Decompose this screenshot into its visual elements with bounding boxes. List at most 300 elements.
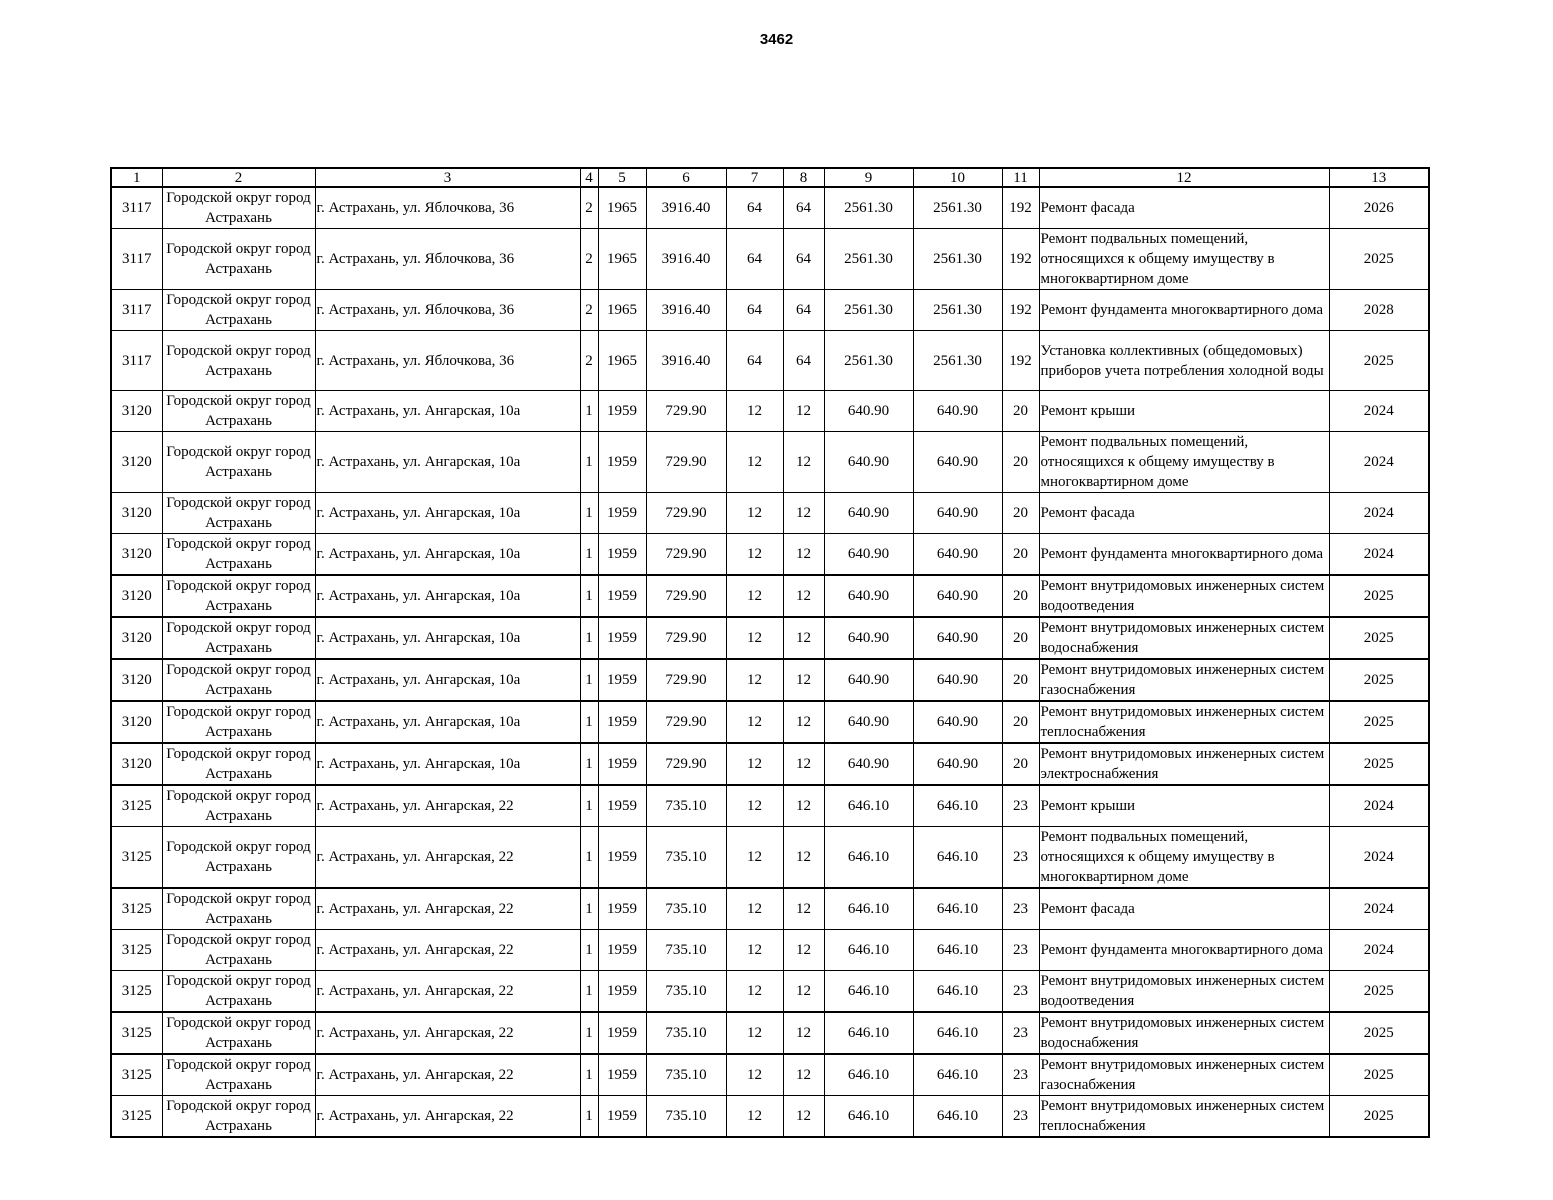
cell-apartments-residential: 12 bbox=[783, 1096, 824, 1138]
cell-municipality: Городской округ город Астрахань bbox=[162, 785, 315, 827]
cell-apartments-total: 12 bbox=[726, 659, 783, 701]
cell-living-area-private: 2561.30 bbox=[913, 331, 1002, 391]
cell-work-type: Ремонт подвальных помещений, относящихся к общему имуществу в многоквартирном доме bbox=[1039, 229, 1329, 290]
cell-living-area-private: 2561.30 bbox=[913, 187, 1002, 229]
cell-address: г. Астрахань, ул. Яблочкова, 36 bbox=[315, 331, 580, 391]
cell-apartments-residential: 12 bbox=[783, 534, 824, 576]
cell-apartments-total: 12 bbox=[726, 971, 783, 1013]
cell-living-area: 640.90 bbox=[824, 432, 913, 493]
cell-apartments-residential: 12 bbox=[783, 743, 824, 785]
cell-address: г. Астрахань, ул. Ангарская, 22 bbox=[315, 1054, 580, 1096]
column-header-10: 10 bbox=[913, 168, 1002, 187]
cell-municipality: Городской округ город Астрахань bbox=[162, 187, 315, 229]
table-row bbox=[111, 290, 1429, 331]
table-body bbox=[111, 187, 1429, 1137]
page-number: 3462 bbox=[759, 31, 794, 48]
cell-living-area-private: 646.10 bbox=[913, 971, 1002, 1013]
cell-total-area: 3916.40 bbox=[646, 290, 726, 331]
cell-living-area-private: 640.90 bbox=[913, 659, 1002, 701]
cell-apartments-residential: 64 bbox=[783, 229, 824, 290]
cell-work-type: Ремонт фундамента многоквартирного дома bbox=[1039, 290, 1329, 331]
cell-floors: 1 bbox=[580, 930, 598, 971]
cell-living-area-private: 646.10 bbox=[913, 1012, 1002, 1054]
cell-apartments-total: 12 bbox=[726, 617, 783, 659]
cell-apartments-total: 12 bbox=[726, 1054, 783, 1096]
cell-residents: 20 bbox=[1002, 432, 1039, 493]
table-row bbox=[111, 1096, 1429, 1138]
cell-living-area: 646.10 bbox=[824, 888, 913, 930]
cell-object-id: 3120 bbox=[111, 575, 162, 617]
cell-work-type: Ремонт крыши bbox=[1039, 785, 1329, 827]
cell-planned-year: 2024 bbox=[1329, 493, 1429, 534]
cell-year-built: 1965 bbox=[598, 331, 646, 391]
cell-year-built: 1959 bbox=[598, 391, 646, 432]
cell-living-area: 640.90 bbox=[824, 659, 913, 701]
cell-address: г. Астрахань, ул. Яблочкова, 36 bbox=[315, 187, 580, 229]
cell-object-id: 3125 bbox=[111, 1012, 162, 1054]
cell-living-area-private: 640.90 bbox=[913, 701, 1002, 743]
cell-planned-year: 2025 bbox=[1329, 331, 1429, 391]
cell-planned-year: 2025 bbox=[1329, 971, 1429, 1013]
cell-work-type: Ремонт подвальных помещений, относящихся к общему имуществу в многоквартирном доме bbox=[1039, 827, 1329, 889]
cell-floors: 1 bbox=[580, 971, 598, 1013]
cell-municipality: Городской округ город Астрахань bbox=[162, 432, 315, 493]
table-row bbox=[111, 229, 1429, 290]
cell-residents: 20 bbox=[1002, 575, 1039, 617]
cell-living-area: 646.10 bbox=[824, 1012, 913, 1054]
table-row bbox=[111, 659, 1429, 701]
cell-floors: 1 bbox=[580, 888, 598, 930]
cell-municipality: Городской округ город Астрахань bbox=[162, 827, 315, 889]
column-header-13: 13 bbox=[1329, 168, 1429, 187]
cell-object-id: 3120 bbox=[111, 534, 162, 576]
cell-apartments-total: 12 bbox=[726, 785, 783, 827]
cell-floors: 1 bbox=[580, 827, 598, 889]
cell-object-id: 3120 bbox=[111, 743, 162, 785]
cell-address: г. Астрахань, ул. Ангарская, 22 bbox=[315, 785, 580, 827]
cell-floors: 1 bbox=[580, 701, 598, 743]
cell-work-type: Ремонт внутридомовых инженерных систем водоснабжения bbox=[1039, 617, 1329, 659]
cell-living-area-private: 2561.30 bbox=[913, 290, 1002, 331]
cell-planned-year: 2028 bbox=[1329, 290, 1429, 331]
cell-year-built: 1965 bbox=[598, 229, 646, 290]
cell-planned-year: 2025 bbox=[1329, 617, 1429, 659]
cell-address: г. Астрахань, ул. Ангарская, 22 bbox=[315, 930, 580, 971]
cell-apartments-total: 64 bbox=[726, 187, 783, 229]
cell-year-built: 1959 bbox=[598, 493, 646, 534]
cell-residents: 23 bbox=[1002, 827, 1039, 889]
cell-work-type: Ремонт крыши bbox=[1039, 391, 1329, 432]
column-header-11: 11 bbox=[1002, 168, 1039, 187]
cell-living-area: 2561.30 bbox=[824, 331, 913, 391]
cell-planned-year: 2024 bbox=[1329, 827, 1429, 889]
cell-address: г. Астрахань, ул. Ангарская, 10а bbox=[315, 432, 580, 493]
cell-planned-year: 2024 bbox=[1329, 888, 1429, 930]
cell-apartments-total: 12 bbox=[726, 534, 783, 576]
column-header-8: 8 bbox=[783, 168, 824, 187]
housing-register-table bbox=[110, 167, 1430, 1138]
cell-address: г. Астрахань, ул. Ангарская, 22 bbox=[315, 1012, 580, 1054]
cell-year-built: 1959 bbox=[598, 743, 646, 785]
cell-apartments-total: 64 bbox=[726, 229, 783, 290]
table-row bbox=[111, 432, 1429, 493]
cell-floors: 1 bbox=[580, 785, 598, 827]
cell-living-area-private: 640.90 bbox=[913, 743, 1002, 785]
cell-residents: 20 bbox=[1002, 493, 1039, 534]
cell-living-area: 646.10 bbox=[824, 827, 913, 889]
cell-living-area-private: 2561.30 bbox=[913, 229, 1002, 290]
cell-year-built: 1959 bbox=[598, 1012, 646, 1054]
cell-living-area: 640.90 bbox=[824, 534, 913, 576]
cell-apartments-residential: 12 bbox=[783, 930, 824, 971]
cell-living-area: 640.90 bbox=[824, 701, 913, 743]
cell-planned-year: 2025 bbox=[1329, 575, 1429, 617]
table-header bbox=[111, 168, 1429, 187]
cell-municipality: Городской округ город Астрахань bbox=[162, 743, 315, 785]
cell-work-type: Ремонт фасада bbox=[1039, 493, 1329, 534]
cell-living-area: 646.10 bbox=[824, 930, 913, 971]
cell-work-type: Ремонт фасада bbox=[1039, 888, 1329, 930]
table-row bbox=[111, 617, 1429, 659]
cell-floors: 2 bbox=[580, 290, 598, 331]
column-header-5: 5 bbox=[598, 168, 646, 187]
cell-residents: 23 bbox=[1002, 888, 1039, 930]
cell-year-built: 1959 bbox=[598, 971, 646, 1013]
cell-total-area: 729.90 bbox=[646, 743, 726, 785]
cell-living-area-private: 640.90 bbox=[913, 432, 1002, 493]
cell-floors: 1 bbox=[580, 659, 598, 701]
cell-total-area: 735.10 bbox=[646, 1012, 726, 1054]
cell-address: г. Астрахань, ул. Ангарская, 10а bbox=[315, 701, 580, 743]
cell-apartments-total: 12 bbox=[726, 930, 783, 971]
cell-municipality: Городской округ город Астрахань bbox=[162, 1096, 315, 1138]
cell-object-id: 3125 bbox=[111, 930, 162, 971]
cell-object-id: 3117 bbox=[111, 187, 162, 229]
table-row bbox=[111, 331, 1429, 391]
cell-apartments-total: 12 bbox=[726, 1096, 783, 1138]
cell-year-built: 1959 bbox=[598, 785, 646, 827]
table-row bbox=[111, 391, 1429, 432]
cell-apartments-residential: 64 bbox=[783, 187, 824, 229]
cell-residents: 192 bbox=[1002, 187, 1039, 229]
cell-total-area: 3916.40 bbox=[646, 229, 726, 290]
cell-residents: 23 bbox=[1002, 785, 1039, 827]
cell-planned-year: 2024 bbox=[1329, 534, 1429, 576]
cell-living-area-private: 646.10 bbox=[913, 827, 1002, 889]
cell-total-area: 729.90 bbox=[646, 617, 726, 659]
cell-year-built: 1959 bbox=[598, 930, 646, 971]
cell-apartments-residential: 12 bbox=[783, 391, 824, 432]
cell-total-area: 729.90 bbox=[646, 432, 726, 493]
cell-object-id: 3120 bbox=[111, 391, 162, 432]
cell-address: г. Астрахань, ул. Ангарская, 22 bbox=[315, 1096, 580, 1138]
table-row bbox=[111, 1054, 1429, 1096]
cell-work-type: Ремонт внутридомовых инженерных систем водоотведения bbox=[1039, 575, 1329, 617]
cell-floors: 1 bbox=[580, 493, 598, 534]
cell-work-type: Ремонт внутридомовых инженерных систем теплоснабжения bbox=[1039, 1096, 1329, 1138]
cell-work-type: Установка коллективных (общедомовых) приборов учета потребления холодной воды bbox=[1039, 331, 1329, 391]
cell-living-area: 640.90 bbox=[824, 617, 913, 659]
cell-apartments-residential: 12 bbox=[783, 575, 824, 617]
cell-object-id: 3117 bbox=[111, 290, 162, 331]
cell-municipality: Городской округ город Астрахань bbox=[162, 229, 315, 290]
cell-living-area: 646.10 bbox=[824, 1096, 913, 1138]
cell-apartments-residential: 12 bbox=[783, 888, 824, 930]
cell-total-area: 735.10 bbox=[646, 971, 726, 1013]
cell-floors: 1 bbox=[580, 432, 598, 493]
cell-living-area: 646.10 bbox=[824, 785, 913, 827]
cell-living-area: 646.10 bbox=[824, 971, 913, 1013]
cell-apartments-total: 12 bbox=[726, 432, 783, 493]
cell-object-id: 3125 bbox=[111, 888, 162, 930]
cell-living-area: 640.90 bbox=[824, 575, 913, 617]
column-header-12: 12 bbox=[1039, 168, 1329, 187]
cell-residents: 23 bbox=[1002, 1054, 1039, 1096]
table-row bbox=[111, 971, 1429, 1013]
cell-living-area: 2561.30 bbox=[824, 229, 913, 290]
cell-address: г. Астрахань, ул. Яблочкова, 36 bbox=[315, 229, 580, 290]
cell-municipality: Городской округ город Астрахань bbox=[162, 290, 315, 331]
cell-work-type: Ремонт внутридомовых инженерных систем газоснабжения bbox=[1039, 1054, 1329, 1096]
column-header-2: 2 bbox=[162, 168, 315, 187]
cell-apartments-total: 12 bbox=[726, 701, 783, 743]
column-number-row bbox=[111, 168, 1429, 187]
cell-apartments-total: 12 bbox=[726, 575, 783, 617]
table-row bbox=[111, 743, 1429, 785]
cell-work-type: Ремонт внутридомовых инженерных систем водоснабжения bbox=[1039, 1012, 1329, 1054]
cell-address: г. Астрахань, ул. Яблочкова, 36 bbox=[315, 290, 580, 331]
cell-floors: 1 bbox=[580, 534, 598, 576]
cell-address: г. Астрахань, ул. Ангарская, 10а bbox=[315, 493, 580, 534]
cell-work-type: Ремонт внутридомовых инженерных систем электроснабжения bbox=[1039, 743, 1329, 785]
cell-planned-year: 2024 bbox=[1329, 930, 1429, 971]
cell-total-area: 729.90 bbox=[646, 575, 726, 617]
cell-work-type: Ремонт подвальных помещений, относящихся к общему имуществу в многоквартирном доме bbox=[1039, 432, 1329, 493]
column-header-3: 3 bbox=[315, 168, 580, 187]
cell-total-area: 729.90 bbox=[646, 701, 726, 743]
cell-address: г. Астрахань, ул. Ангарская, 22 bbox=[315, 827, 580, 889]
cell-year-built: 1959 bbox=[598, 888, 646, 930]
cell-municipality: Городской округ город Астрахань bbox=[162, 1054, 315, 1096]
cell-apartments-total: 12 bbox=[726, 493, 783, 534]
cell-municipality: Городской округ город Астрахань bbox=[162, 575, 315, 617]
cell-year-built: 1959 bbox=[598, 827, 646, 889]
cell-object-id: 3125 bbox=[111, 1096, 162, 1138]
cell-apartments-total: 12 bbox=[726, 743, 783, 785]
cell-residents: 23 bbox=[1002, 1096, 1039, 1138]
cell-living-area: 640.90 bbox=[824, 743, 913, 785]
cell-planned-year: 2024 bbox=[1329, 432, 1429, 493]
cell-total-area: 729.90 bbox=[646, 534, 726, 576]
cell-living-area-private: 646.10 bbox=[913, 888, 1002, 930]
cell-apartments-residential: 12 bbox=[783, 827, 824, 889]
cell-residents: 192 bbox=[1002, 229, 1039, 290]
cell-year-built: 1965 bbox=[598, 187, 646, 229]
cell-floors: 2 bbox=[580, 331, 598, 391]
cell-year-built: 1959 bbox=[598, 659, 646, 701]
cell-apartments-residential: 12 bbox=[783, 659, 824, 701]
cell-total-area: 729.90 bbox=[646, 659, 726, 701]
cell-planned-year: 2026 bbox=[1329, 187, 1429, 229]
cell-living-area: 2561.30 bbox=[824, 187, 913, 229]
cell-apartments-total: 64 bbox=[726, 331, 783, 391]
cell-address: г. Астрахань, ул. Ангарская, 10а bbox=[315, 659, 580, 701]
cell-apartments-residential: 12 bbox=[783, 432, 824, 493]
cell-total-area: 3916.40 bbox=[646, 187, 726, 229]
table-row bbox=[111, 701, 1429, 743]
cell-year-built: 1959 bbox=[598, 1054, 646, 1096]
cell-address: г. Астрахань, ул. Ангарская, 22 bbox=[315, 971, 580, 1013]
cell-total-area: 735.10 bbox=[646, 930, 726, 971]
cell-apartments-residential: 12 bbox=[783, 617, 824, 659]
cell-residents: 20 bbox=[1002, 743, 1039, 785]
cell-apartments-residential: 12 bbox=[783, 1054, 824, 1096]
cell-year-built: 1959 bbox=[598, 701, 646, 743]
table-row bbox=[111, 888, 1429, 930]
table-row bbox=[111, 785, 1429, 827]
cell-work-type: Ремонт фундамента многоквартирного дома bbox=[1039, 534, 1329, 576]
cell-municipality: Городской округ город Астрахань bbox=[162, 1012, 315, 1054]
cell-year-built: 1959 bbox=[598, 617, 646, 659]
column-header-6: 6 bbox=[646, 168, 726, 187]
cell-residents: 20 bbox=[1002, 659, 1039, 701]
cell-municipality: Городской округ город Астрахань bbox=[162, 391, 315, 432]
cell-total-area: 729.90 bbox=[646, 493, 726, 534]
column-header-4: 4 bbox=[580, 168, 598, 187]
cell-object-id: 3125 bbox=[111, 971, 162, 1013]
cell-object-id: 3117 bbox=[111, 331, 162, 391]
cell-apartments-residential: 12 bbox=[783, 493, 824, 534]
cell-total-area: 735.10 bbox=[646, 827, 726, 889]
cell-object-id: 3120 bbox=[111, 701, 162, 743]
cell-living-area: 2561.30 bbox=[824, 290, 913, 331]
cell-living-area-private: 640.90 bbox=[913, 575, 1002, 617]
cell-object-id: 3120 bbox=[111, 617, 162, 659]
cell-floors: 1 bbox=[580, 743, 598, 785]
cell-work-type: Ремонт внутридомовых инженерных систем водоотведения bbox=[1039, 971, 1329, 1013]
cell-living-area: 646.10 bbox=[824, 1054, 913, 1096]
cell-residents: 23 bbox=[1002, 930, 1039, 971]
cell-planned-year: 2024 bbox=[1329, 785, 1429, 827]
cell-planned-year: 2025 bbox=[1329, 229, 1429, 290]
cell-year-built: 1965 bbox=[598, 290, 646, 331]
cell-planned-year: 2024 bbox=[1329, 391, 1429, 432]
cell-object-id: 3120 bbox=[111, 659, 162, 701]
cell-residents: 20 bbox=[1002, 701, 1039, 743]
cell-floors: 1 bbox=[580, 1012, 598, 1054]
table-row bbox=[111, 534, 1429, 576]
cell-apartments-total: 12 bbox=[726, 1012, 783, 1054]
cell-living-area-private: 646.10 bbox=[913, 785, 1002, 827]
cell-floors: 1 bbox=[580, 575, 598, 617]
cell-residents: 192 bbox=[1002, 331, 1039, 391]
cell-municipality: Городской округ город Астрахань bbox=[162, 701, 315, 743]
cell-address: г. Астрахань, ул. Ангарская, 10а bbox=[315, 391, 580, 432]
column-header-9: 9 bbox=[824, 168, 913, 187]
cell-total-area: 735.10 bbox=[646, 1054, 726, 1096]
cell-floors: 2 bbox=[580, 187, 598, 229]
column-header-1: 1 bbox=[111, 168, 162, 187]
cell-object-id: 3120 bbox=[111, 432, 162, 493]
cell-living-area-private: 640.90 bbox=[913, 534, 1002, 576]
cell-living-area-private: 646.10 bbox=[913, 1096, 1002, 1138]
cell-object-id: 3125 bbox=[111, 1054, 162, 1096]
cell-apartments-residential: 12 bbox=[783, 701, 824, 743]
cell-object-id: 3125 bbox=[111, 785, 162, 827]
cell-municipality: Городской округ город Астрахань bbox=[162, 493, 315, 534]
cell-total-area: 735.10 bbox=[646, 1096, 726, 1138]
cell-year-built: 1959 bbox=[598, 575, 646, 617]
cell-municipality: Городской округ город Астрахань bbox=[162, 659, 315, 701]
cell-work-type: Ремонт внутридомовых инженерных систем теплоснабжения bbox=[1039, 701, 1329, 743]
cell-living-area-private: 640.90 bbox=[913, 493, 1002, 534]
cell-floors: 2 bbox=[580, 229, 598, 290]
cell-apartments-total: 12 bbox=[726, 827, 783, 889]
cell-work-type: Ремонт фундамента многоквартирного дома bbox=[1039, 930, 1329, 971]
cell-work-type: Ремонт внутридомовых инженерных систем газоснабжения bbox=[1039, 659, 1329, 701]
cell-floors: 1 bbox=[580, 1054, 598, 1096]
cell-living-area-private: 646.10 bbox=[913, 930, 1002, 971]
cell-apartments-residential: 64 bbox=[783, 290, 824, 331]
cell-living-area-private: 640.90 bbox=[913, 391, 1002, 432]
table-row bbox=[111, 1012, 1429, 1054]
cell-floors: 1 bbox=[580, 617, 598, 659]
cell-municipality: Городской округ город Астрахань bbox=[162, 888, 315, 930]
cell-residents: 23 bbox=[1002, 1012, 1039, 1054]
table-row bbox=[111, 827, 1429, 889]
table-row bbox=[111, 575, 1429, 617]
cell-municipality: Городской округ город Астрахань bbox=[162, 930, 315, 971]
cell-work-type: Ремонт фасада bbox=[1039, 187, 1329, 229]
cell-address: г. Астрахань, ул. Ангарская, 10а bbox=[315, 534, 580, 576]
cell-residents: 192 bbox=[1002, 290, 1039, 331]
cell-object-id: 3117 bbox=[111, 229, 162, 290]
cell-planned-year: 2025 bbox=[1329, 1096, 1429, 1138]
cell-planned-year: 2025 bbox=[1329, 1054, 1429, 1096]
cell-living-area-private: 646.10 bbox=[913, 1054, 1002, 1096]
cell-address: г. Астрахань, ул. Ангарская, 10а bbox=[315, 617, 580, 659]
cell-address: г. Астрахань, ул. Ангарская, 10а bbox=[315, 743, 580, 785]
cell-apartments-total: 12 bbox=[726, 888, 783, 930]
cell-planned-year: 2025 bbox=[1329, 1012, 1429, 1054]
cell-apartments-total: 12 bbox=[726, 391, 783, 432]
cell-municipality: Городской округ город Астрахань bbox=[162, 534, 315, 576]
cell-floors: 1 bbox=[580, 1096, 598, 1138]
cell-living-area: 640.90 bbox=[824, 391, 913, 432]
cell-address: г. Астрахань, ул. Ангарская, 22 bbox=[315, 888, 580, 930]
cell-apartments-residential: 12 bbox=[783, 1012, 824, 1054]
cell-total-area: 735.10 bbox=[646, 785, 726, 827]
cell-address: г. Астрахань, ул. Ангарская, 10а bbox=[315, 575, 580, 617]
cell-municipality: Городской округ город Астрахань bbox=[162, 617, 315, 659]
cell-apartments-residential: 64 bbox=[783, 331, 824, 391]
cell-municipality: Городской округ город Астрахань bbox=[162, 971, 315, 1013]
table-row bbox=[111, 930, 1429, 971]
cell-living-area-private: 640.90 bbox=[913, 617, 1002, 659]
cell-apartments-residential: 12 bbox=[783, 785, 824, 827]
cell-residents: 23 bbox=[1002, 971, 1039, 1013]
cell-total-area: 735.10 bbox=[646, 888, 726, 930]
cell-municipality: Городской округ город Астрахань bbox=[162, 331, 315, 391]
cell-year-built: 1959 bbox=[598, 432, 646, 493]
cell-year-built: 1959 bbox=[598, 534, 646, 576]
table-row bbox=[111, 187, 1429, 229]
cell-residents: 20 bbox=[1002, 534, 1039, 576]
table-row bbox=[111, 493, 1429, 534]
cell-planned-year: 2025 bbox=[1329, 743, 1429, 785]
cell-planned-year: 2025 bbox=[1329, 701, 1429, 743]
cell-total-area: 729.90 bbox=[646, 391, 726, 432]
